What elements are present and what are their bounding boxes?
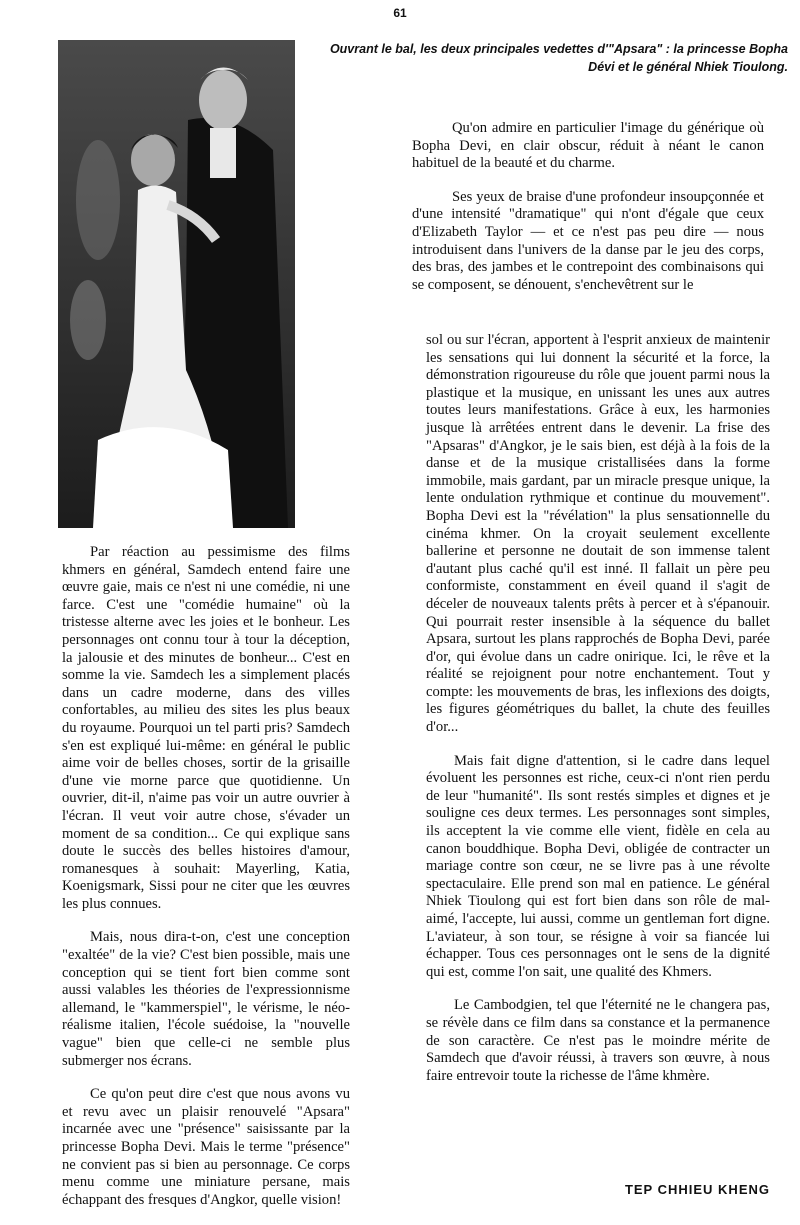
paragraph: Le Cambodgien, tel que l'éternité ne le changera pas, se révèle dans ce film dans sa constance et la permanence de son caractère. Ce n'est pas le moindre mérite de Samdech que d'avoir réussi, à travers son œuvre, à nous faire entrevoir toute la richesse de l'âme khmère. bbox=[426, 997, 770, 1084]
paragraph: Qu'on admire en particulier l'image du générique où Bopha Devi, en clair obscur, réduit à néant le canon habituel de la beauté et du charme. bbox=[412, 120, 764, 172]
paragraph: sol ou sur l'écran, apportent à l'esprit anxieux de maintenir les sensations qui lui donnent la sécurité et la force, la démonstration rigoureuse du rôle que jouent parmi nous la plastique et la musique, en unissant les unes aux autres toutes leurs manifestations. Grâce à eux, les harmonies jusque là arrêtées entrent dans le devenir. La frise des "Apsaras" d'Angkor, je le sais bien, est déjà à la fois de la danse et de la musique cristallisées dans la forme immobile, mais gardant, par un miracle presque unique, la lente ondulation rythmique et continue du mouvement". Bopha Devi est la "révélation" la plus sensationnelle du cinéma khmer. On la croyait seulement excellente ballerine et personne ne doutait de son immense talent d'autant plus caché qu'il est inné. Il fallait un père peu conformiste, constamment en éveil quand il s'agit de déceler de nouveaux talents prêts à percer et à s'épanouir. Qui pourrait rester insensible à la séquence du ballet Apsara, surtout les plans rapprochés de Bopha Devi, parée d'or, qui évolue dans un cadre onirique. Ici, le rêve et la réalité se rejoignent pour notre enchantement. Tout y compte: les mouvements de bras, les inflexions des doigts, les figures géométriques du ballet, la chute des feuilles d'or... bbox=[426, 332, 770, 736]
paragraph: Par réaction au pessimisme des films khmers en général, Samdech entend faire une œuvre gaie, mais ce n'est ni une comédie, ni une farce. C'est une "comédie humaine" où la tristesse alterne avec les joies et le bonheur. Les personnages ont connu tour à tour la déception, la jalousie et des minutes de bonheur... C'est en somme la vie. Samdech les a simplement placés dans un cadre moderne, dans des villes confortables, au milieu des sites les plus beaux du royaume. Pourquoi un tel parti pris? Samdech s'en est expliqué lui-même: en général le public aime voir de belles choses, sortir de la grisaille d'une vie morne parce que quotidienne. Un ouvrier, dit-il, n'aime pas voir un autre ouvrier à l'écran. Il veut voir autre chose, s'évader un moment de sa condition... Ce qui explique sans doute le succès des belles histoires d'amour, romanesques à souhait: Mayerling, Katia, Koenigsmark, Sissi pour ne citer que les œuvres les plus connues. bbox=[62, 544, 350, 912]
article-column-right bbox=[426, 332, 770, 1101]
article-column-right-top bbox=[412, 120, 764, 294]
author-signature: TEP CHHIEU KHENG bbox=[624, 1182, 770, 1197]
paragraph: Ce qu'on peut dire c'est que nous avons vu et revu avec un plaisir renouvelé "Apsara" incarnée avec une "présence" saisissante par la princesse Bopha Devi. Mais le terme "présence" ne convient pas si bien au personnage. Ce corps menu comme une miniature persane, mais échappant des fresques d'Angkor, quelle vision! bbox=[62, 1086, 350, 1208]
article-column-left bbox=[62, 544, 350, 1225]
page-number: 61 bbox=[393, 6, 407, 20]
photo-caption: Ouvrant le bal, les deux principales vedettes d'"Apsara" : la princesse Bopha Dévi et le général Nhiek Tioulong. bbox=[329, 42, 788, 74]
photo-dancing-couple bbox=[58, 40, 295, 528]
paragraph: Mais fait digne d'attention, si le cadre dans lequel évoluent les personnes est riche, ceux-ci n'ont rien perdu de leur "humanité". Ils sont restés simples et dignes et je souligne ces deux termes. Les personnages sont simples, ils acceptent la vie comme elle vient, fidèle en cela au canon bouddhique. Bopha Devi, obligée de contracter un mariage contre son cœur, ne se livre pas à une révolte spectaculaire. Elle prend son mal en patience. Le général Nhiek Tioulong qui est fort bien dans son rôle de mal-aimé, l'accepte, lui aussi, comme un gentleman fort digne. L'aviateur, à son tour, se résigne à voir sa fiancée lui échapper. Tous ces personnages ont le sens de la dignité qui est, comme l'on sait, une qualité des Khmers. bbox=[426, 752, 770, 980]
photo-illustration bbox=[58, 40, 295, 528]
paragraph: Mais, nous dira-t-on, c'est une conception "exaltée" de la vie? C'est bien possible, mais une conception qui se tient fort bien comme sont aussi valables les théories de l'expressionnisme allemand, le "kammerspiel", le vérisme, le néo-réalisme italien, l'école suédoise, la "nouvelle vague" bien que celle-ci ne semble plus submerger nos écrans. bbox=[62, 929, 350, 1069]
paragraph: Ses yeux de braise d'une profondeur insoupçonnée et d'une intensité "dramatique" qui n'ont d'égale que ceux d'Elizabeth Taylor — et ce n'est pas peu dire — nous introduisent dans l'univers de la danse par le jeu des corps, des bras, des jambes et le contrepoint des combinaisons qui se composent, se dénouent, s'enchevêtrent sur le bbox=[412, 188, 764, 293]
